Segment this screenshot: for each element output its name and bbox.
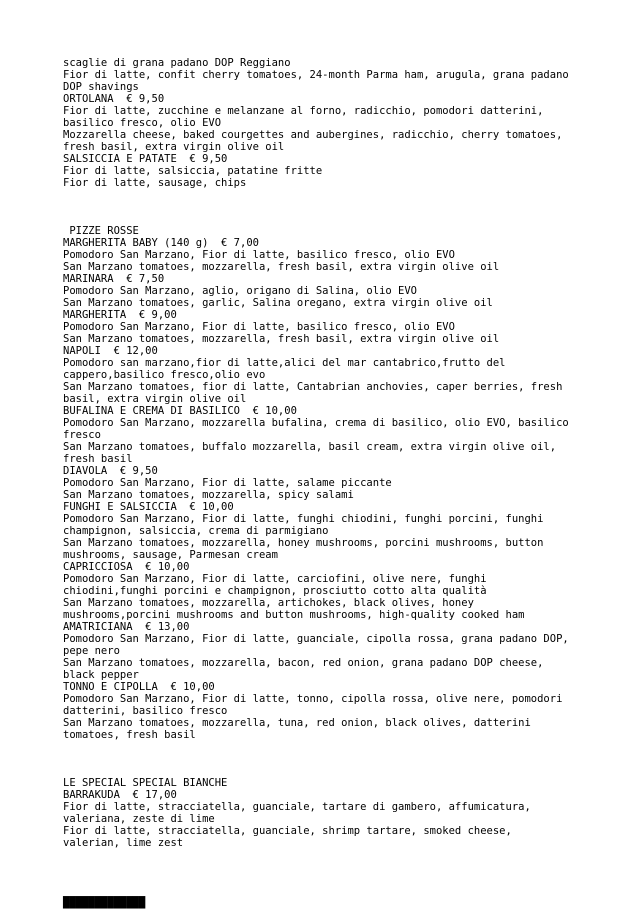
text-line: basilico fresco, olio EVO bbox=[63, 117, 222, 129]
text-line: AMATRICIANA € 13,00 bbox=[63, 621, 190, 633]
text-line: San Marzano tomatoes, mozzarella, fresh basil, extra virgin olive oil bbox=[63, 261, 500, 273]
text-line: Fior di latte, sausage, chips bbox=[63, 177, 247, 189]
text-line: Pomodoro San Marzano, Fior di latte, tonno, cipolla rossa, olive nere, pomodori bbox=[63, 693, 563, 705]
text-line: MARGHERITA BABY (140 g) € 7,00 bbox=[63, 237, 259, 249]
text-line: valeriana, zeste di lime bbox=[63, 813, 215, 825]
text-line: San Marzano tomatoes, mozzarella, bacon, red onion, grana padano DOP cheese, bbox=[63, 657, 544, 669]
redacted-text-block: █████████████ bbox=[63, 897, 146, 909]
text-line: Pomodoro San Marzano, mozzarella bufalina, crema di basilico, olio EVO, basilico bbox=[63, 417, 569, 429]
text-line: NAPOLI € 12,00 bbox=[63, 345, 158, 357]
text-line: mushrooms, sausage, Parmesan cream bbox=[63, 549, 278, 561]
text-line: BUFALINA E CREMA DI BASILICO € 10,00 bbox=[63, 405, 297, 417]
blank-line bbox=[63, 861, 640, 873]
text-line: Pomodoro San Marzano, Fior di latte, salame piccante bbox=[63, 477, 392, 489]
text-line: CAPRICCIOSA € 10,00 bbox=[63, 561, 190, 573]
blank-line bbox=[63, 765, 640, 777]
text-line: Mozzarella cheese, baked courgettes and aubergines, radicchio, cherry tomatoes, bbox=[63, 129, 563, 141]
blank-line bbox=[63, 213, 640, 225]
text-line: San Marzano tomatoes, mozzarella, artichokes, black olives, honey bbox=[63, 597, 474, 609]
blank-line bbox=[63, 873, 640, 885]
text-line: LE SPECIAL SPECIAL BIANCHE bbox=[63, 777, 228, 789]
text-line: BARRAKUDA € 17,00 bbox=[63, 789, 177, 801]
text-line: scaglie di grana padano DOP Reggiano bbox=[63, 57, 291, 69]
text-line: mushrooms,porcini mushrooms and button mushrooms, high-quality cooked ham bbox=[63, 609, 525, 621]
text-line: ORTOLANA € 9,50 bbox=[63, 93, 165, 105]
text-line: Pomodoro San Marzano, Fior di latte, basilico fresco, olio EVO bbox=[63, 321, 455, 333]
text-line: MARINARA € 7,50 bbox=[63, 273, 165, 285]
text-line: San Marzano tomatoes, mozzarella, tuna, red onion, black olives, datterini bbox=[63, 717, 531, 729]
text-line: TONNO E CIPOLLA € 10,00 bbox=[63, 681, 215, 693]
text-line: San Marzano tomatoes, mozzarella, honey mushrooms, porcini mushrooms, button bbox=[63, 537, 544, 549]
blank-line bbox=[63, 753, 640, 765]
text-line: Pomodoro San Marzano, Fior di latte, funghi chiodini, funghi porcini, funghi bbox=[63, 513, 544, 525]
text-line: fresh basil, extra virgin olive oil bbox=[63, 141, 285, 153]
text-line: Pomodoro San Marzano, Fior di latte, basilico fresco, olio EVO bbox=[63, 249, 455, 261]
text-line: Pomodoro San Marzano, Fior di latte, carciofini, olive nere, funghi bbox=[63, 573, 487, 585]
blank-line bbox=[63, 189, 640, 201]
text-line: pepe nero bbox=[63, 645, 120, 657]
text-line: basil, extra virgin olive oil bbox=[63, 393, 247, 405]
blank-line bbox=[63, 201, 640, 213]
text-line: SALSICCIA E PATATE € 9,50 bbox=[63, 153, 228, 165]
text-line: Pomodoro San Marzano, Fior di latte, guanciale, cipolla rossa, grana padano DOP, bbox=[63, 633, 569, 645]
text-line: black pepper bbox=[63, 669, 139, 681]
text-line: Fior di latte, stracciatella, guanciale, tartare di gambero, affumicatura, bbox=[63, 801, 531, 813]
text-line: Fior di latte, salsiccia, patatine fritte bbox=[63, 165, 323, 177]
text-line: chiodini,funghi porcini e champignon, prosciutto cotto alta qualità bbox=[63, 585, 487, 597]
text-line: Pomodoro san marzano,fior di latte,alici del mar cantabrico,frutto del bbox=[63, 357, 506, 369]
text-line: Fior di latte, confit cherry tomatoes, 24-month Parma ham, arugula, grana padano bbox=[63, 69, 569, 81]
text-line: Fior di latte, stracciatella, guanciale, shrimp tartare, smoked cheese, bbox=[63, 825, 512, 837]
text-line: PIZZE ROSSE bbox=[63, 225, 139, 237]
text-line: fresh basil bbox=[63, 453, 133, 465]
text-line: fresco bbox=[63, 429, 101, 441]
text-line: tomatoes, fresh basil bbox=[63, 729, 196, 741]
text-line: San Marzano tomatoes, garlic, Salina oregano, extra virgin olive oil bbox=[63, 297, 493, 309]
text-line: Pomodoro San Marzano, aglio, origano di Salina, olio EVO bbox=[63, 285, 418, 297]
text-line: MARGHERITA € 9,00 bbox=[63, 309, 177, 321]
blank-line bbox=[63, 849, 640, 861]
text-line: San Marzano tomatoes, buffalo mozzarella, basil cream, extra virgin olive oil, bbox=[63, 441, 557, 453]
text-line: cappero,basilico fresco,olio evo bbox=[63, 369, 266, 381]
text-line: FUNGHI E SALSICCIA € 10,00 bbox=[63, 501, 234, 513]
menu-text-body bbox=[63, 57, 640, 909]
text-line: DIAVOLA € 9,50 bbox=[63, 465, 158, 477]
text-line: San Marzano tomatoes, mozzarella, fresh basil, extra virgin olive oil bbox=[63, 333, 500, 345]
text-line: San Marzano tomatoes, mozzarella, spicy salami bbox=[63, 489, 354, 501]
text-line: Fior di latte, zucchine e melanzane al forno, radicchio, pomodori datterini, bbox=[63, 105, 544, 117]
blank-line bbox=[63, 885, 640, 897]
text-line: San Marzano tomatoes, fior di latte, Cantabrian anchovies, caper berries, fresh bbox=[63, 381, 563, 393]
blank-line bbox=[63, 741, 640, 753]
text-line: valerian, lime zest bbox=[63, 837, 184, 849]
text-line: DOP shavings bbox=[63, 81, 139, 93]
text-line: champignon, salsiccia, crema di parmigiano bbox=[63, 525, 329, 537]
text-line: datterini, basilico fresco bbox=[63, 705, 228, 717]
